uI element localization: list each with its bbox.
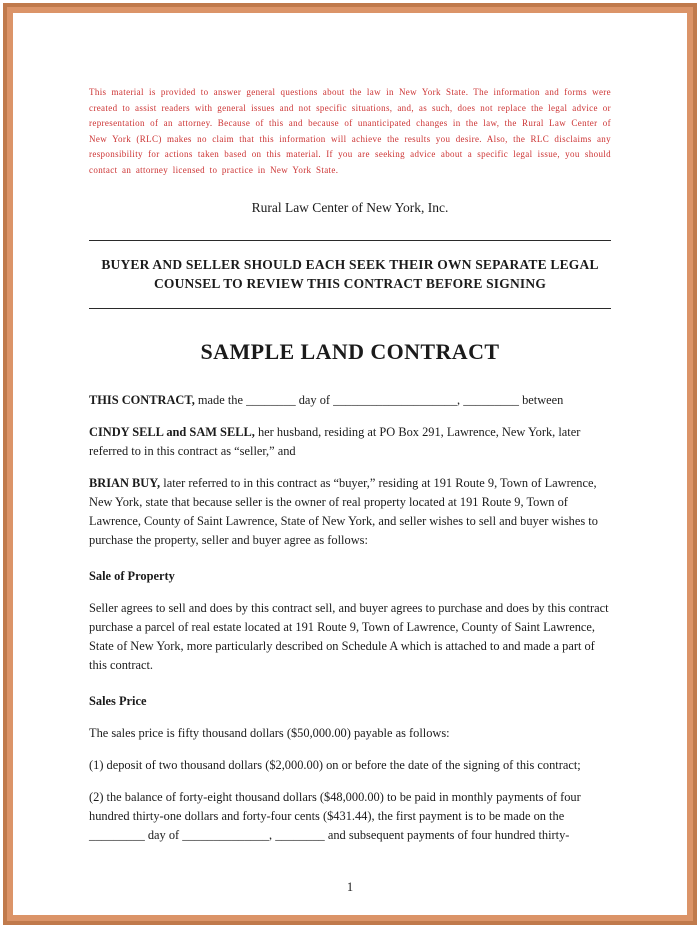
body-paragraph: The sales price is fifty thousand dollars ($50,000.00) payable as follows: (89, 726, 450, 740)
body-paragraph: THIS CONTRACT, made the ________ day of ____________________, _________ between (89, 393, 564, 407)
disclaimer-text: This material is provided to answer general questions about the law in New York State. The information and forms were created to assist readers with general issues and not specific situations, and, as such, does not replace the legal advice or representation of an attorney. Because of this and because of unanticipated changes in the law, the Rural Law Center of New York (RLC) makes no claim that this information will achieve the results you desire. Also, the RLC disclaims any responsibility for actions taken based on this material. If you are seeking advice about a specific legal issue, you should contact an attorney licensed to practice in New York State. (89, 87, 611, 175)
org-name: Rural Law Center of New York, Inc. (251, 200, 449, 215)
page-number: 1 (346, 880, 354, 894)
body-paragraph: BRIAN BUY, later referred to in this contract as “buyer,” residing at 191 Route 9, Town of Lawrence, New York, state that because seller is the owner of real property located at 191 Route 9, Town of Lawrence, County of Saint Lawrence, State of New York, and seller wishes to sell and buyer wishes to purchase the property, seller and buyer agree as follows: (89, 476, 598, 547)
page-frame-inner (7, 7, 693, 921)
body-paragraph: CINDY SELL and SAM SELL, her husband, residing at PO Box 291, Lawrence, New York, later referred to in this contract as “seller,” and (89, 425, 581, 458)
section-heading: Sales Price (89, 694, 147, 708)
body-paragraph: Seller agrees to sell and does by this contract sell, and buyer agrees to purchase and does by this contract purchase a parcel of real estate located at 191 Route 9, Town of Lawrence, County of Saint Lawrence, State of New York, more particularly described on Schedule A which is attached to and made a part of this contract. (89, 601, 609, 672)
section-heading: Sale of Property (89, 569, 175, 583)
document-title: SAMPLE LAND CONTRACT (200, 339, 500, 364)
document-body (89, 391, 611, 845)
divider-top (89, 240, 611, 241)
page-frame-outer (3, 3, 697, 925)
body-paragraph: (1) deposit of two thousand dollars ($2,000.00) on or before the date of the signing of this contract; (89, 758, 581, 772)
legal-notice: BUYER AND SELLER SHOULD EACH SEEK THEIR OWN SEPARATE LEGAL COUNSEL TO REVIEW THIS CONTRACT BEFORE SIGNING (101, 257, 599, 291)
body-paragraph: (2) the balance of forty-eight thousand dollars ($48,000.00) to be paid in monthly payments of four hundred thirty-one dollars and forty-four cents ($431.44), the first payment is to be made on the _________ day of ______________, ________ and subsequent payments of four hundred thirty- (89, 790, 581, 842)
divider-bottom (89, 308, 611, 309)
document-page (13, 13, 687, 915)
